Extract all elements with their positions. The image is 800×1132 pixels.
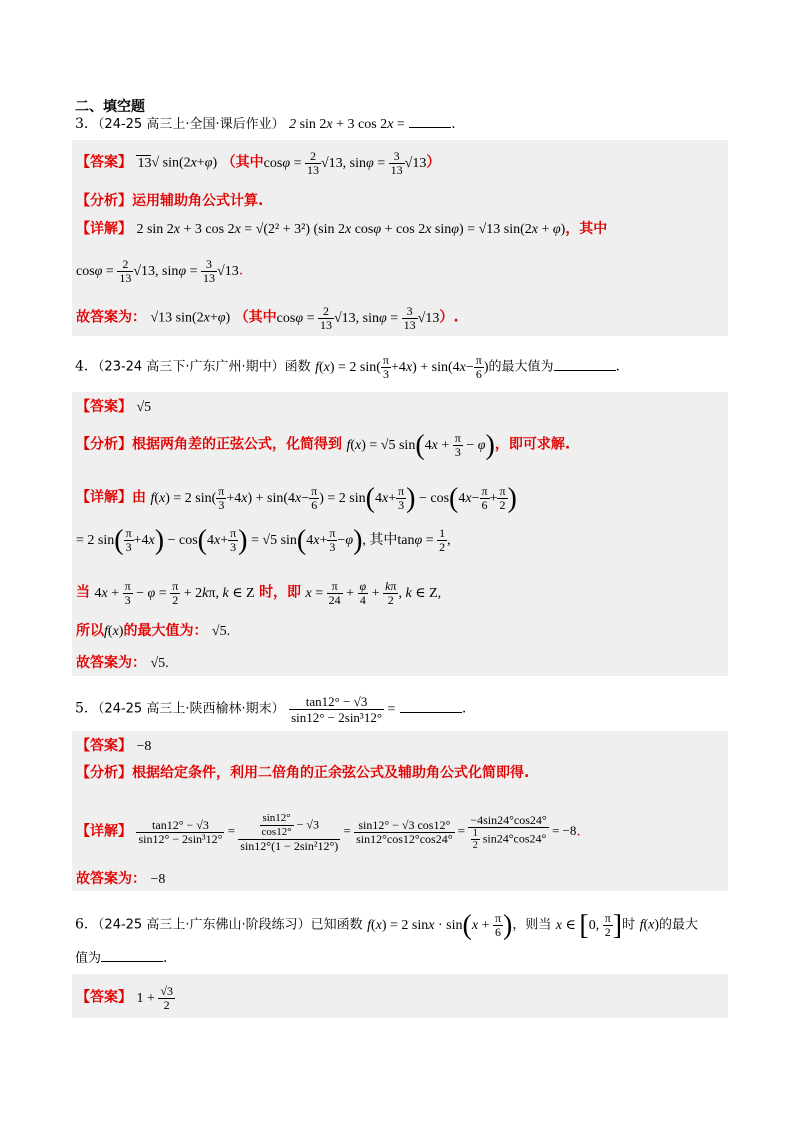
analysis-text: 根据两角差的正弦公式，化简得到 (132, 436, 342, 453)
final-row-5: 故答案为： −8 (76, 871, 166, 887)
detail-row-4-line1: 【详解】由 f(x) = 2 sin( $\frac{\pi}{3}$ +4x) + sin(4x− $\frac{\pi}{6}$ ) = 2 sin(4x+ $\frac{\pi}{3}$ ) − cos(4x− $\frac{\pi}{6}$ + $\frac{\pi}{2}$ ) (76, 482, 517, 514)
detail-expression: 2 sin 2x + 3 cos 2x = √(2² + 3²) (sin 2x cosφ + cos 2x sinφ) = √13 sin(2x + φ) (136, 222, 566, 237)
detail-label: 【详解】 (76, 221, 132, 237)
analysis-text: 运用辅助角公式计算. (132, 193, 264, 209)
analysis-row-4: 【分析】根据两角差的正弦公式，化简得到 f(x) = √5 sin(4x + $\frac{\pi}{3}$ − φ)，即可求解. (76, 429, 571, 461)
detail-row-4-line2: = 2 sin( $\frac{\pi}{3}$ +4x) − cos(4x+ $\frac{\pi}{3}$ ) = √5 sin(4x+ $\frac{\pi}{3}$ −φ), 其中tanφ = $\frac{1}{2}$ , (76, 524, 451, 556)
question-expression: f(x) = 2 sin( $\frac{\pi}{3}$ +4x) + sin(4x− $\frac{\pi}{6}$ ) (315, 353, 489, 381)
question-number: 5． (75, 700, 98, 717)
solution-box-5 (72, 731, 728, 891)
answer-row-4 (76, 396, 151, 419)
answer-blank (400, 698, 462, 713)
final-row-4: 故答案为： √5. (76, 655, 169, 671)
question-number: 6． (75, 916, 98, 933)
answer-expression: 13√ sin(2x+φ) (137, 155, 218, 171)
question-source: （24-25 高三上·全国·课后作业） (97, 117, 285, 132)
answer-expression: −8 (136, 739, 152, 754)
detail-row-5: 【详解】 $\frac{\tan 12^\circ - √3}{\text{sin12° − 2sin³12°}}$ = $\frac{\sin 12^\circ}{\cos 12^\circ}$ − √3 sin12°(1 − 2sin²12°) = $\frac{\sin 12^\circ - √3 \cos 12^\circ}{\sin 12^\circ\cos 12^\circ\cos 24^\circ}$ = −4sin24°cos24° $\frac{1}{2}$ sin24°cos24° = −8. (76, 812, 581, 853)
analysis-label: 【分析】 (76, 436, 132, 453)
answer-expression: √5 (136, 400, 152, 415)
detail-row-4-line4: 所以f(x)的最大值为： √5. (76, 623, 231, 639)
analysis-text: 根据给定条件，利用二倍角的正余弦公式及辅助角公式化简即得. (132, 765, 530, 781)
question-expression: $\frac{\tan 12^\circ - √3}{\text{sin12° − 2sin³12°}}$ = (291, 694, 396, 725)
question-4-stem: 4．（23-24 高三下·广东广州·期中）函数 f(x) = 2 sin( $\frac{\pi}{3}$ +4x) + sin(4x− $\frac{\pi}{6}$ )的最大值为 . (75, 353, 620, 381)
question-3-stem: 3．（24-25 高三上·全国·课后作业） 2 sin 2x + 3 cos 2x = . (75, 113, 456, 136)
answer-label: 【答案】 (76, 154, 132, 171)
answer-row-5 (76, 735, 151, 758)
question-source: （24-25 高三上·广东佛山·阶段练习） (97, 917, 311, 933)
analysis-label: 【分析】 (76, 193, 132, 209)
analysis-row-3 (76, 190, 263, 212)
answer-note: （其中 (221, 154, 264, 171)
question-number: 3． (75, 116, 98, 132)
question-6-stem: 6．（24-25 高三上·广东佛山·阶段练习）已知函数 f(x) = 2 sinx · sin(x + $\frac{\pi}{6}$ )，则当 x ∈ [0, $\frac{\pi}{2}$ ]时 f(x)的最大 (75, 909, 699, 941)
answer-label: 【答案】 (76, 989, 132, 1006)
question-source: （23-24 高三下·广东广州·期中） (97, 359, 285, 375)
question-5-stem: 5．（24-25 高三上·陕西榆林·期末） $\frac{\tan 12^\circ - √3}{\text{sin12° − 2sin³12°}}$ = . (75, 694, 467, 725)
final-row-3: 故答案为： √13 sin(2x+φ) （其中cosφ = $\frac{2}{13}$ √13, sinφ = $\frac{3}{13}$ √13）. (76, 304, 459, 332)
answer-label: 【答案】 (76, 738, 132, 754)
detail-row-3-line2: cosφ = $\frac{2}{13}$ √13, sinφ = $\frac{3}{13}$ √13. (76, 257, 244, 285)
answer-blank (554, 356, 616, 371)
answer-blank (409, 113, 451, 128)
final-label: 故答案为： (76, 309, 146, 326)
final-label: 故答案为： (76, 871, 146, 887)
answer-label: 【答案】 (76, 399, 132, 415)
answer-blank (101, 947, 163, 962)
answer-row-6: 【答案】 1 + $\frac{√3}{2}$ (76, 984, 173, 1012)
final-label: 故答案为： (76, 655, 146, 671)
question-6-stem-line2: 值为 . (75, 947, 167, 970)
question-expression: 2 sin 2x + 3 cos 2x = (289, 117, 405, 132)
detail-label: 【详解】 (76, 823, 132, 840)
question-source: （24-25 高三上·陕西榆林·期末） (97, 701, 285, 717)
section-heading: 二、填空题 (75, 99, 145, 115)
detail-label: 【详解】 (76, 489, 132, 506)
detail-row-4-line3: 当 4x + $\frac{\pi}{3}$ − φ = $\frac{\pi}{2}$ + 2kπ, k ∈ Z 时，即 x = $\frac{\pi}{24}$ + $\frac{\varphi}{4}$ + $\frac{k\pi}{2}$ , k ∈ Z, (76, 579, 442, 607)
analysis-row-5 (76, 762, 529, 784)
detail-row-3-line1: 【详解】 2 sin 2x + 3 cos 2x = √(2² + 3²) (sin 2x cosφ + cos 2x sinφ) = √13 sin(2x + φ)，其中 (76, 221, 608, 237)
answer-row-3: 【答案】 13√ sin(2x+φ) （其中cosφ = $\frac{2}{13}$ √13, sinφ = $\frac{3}{13}$ √13） (76, 149, 441, 177)
question-number: 4． (75, 358, 98, 375)
analysis-label: 【分析】 (76, 765, 132, 781)
